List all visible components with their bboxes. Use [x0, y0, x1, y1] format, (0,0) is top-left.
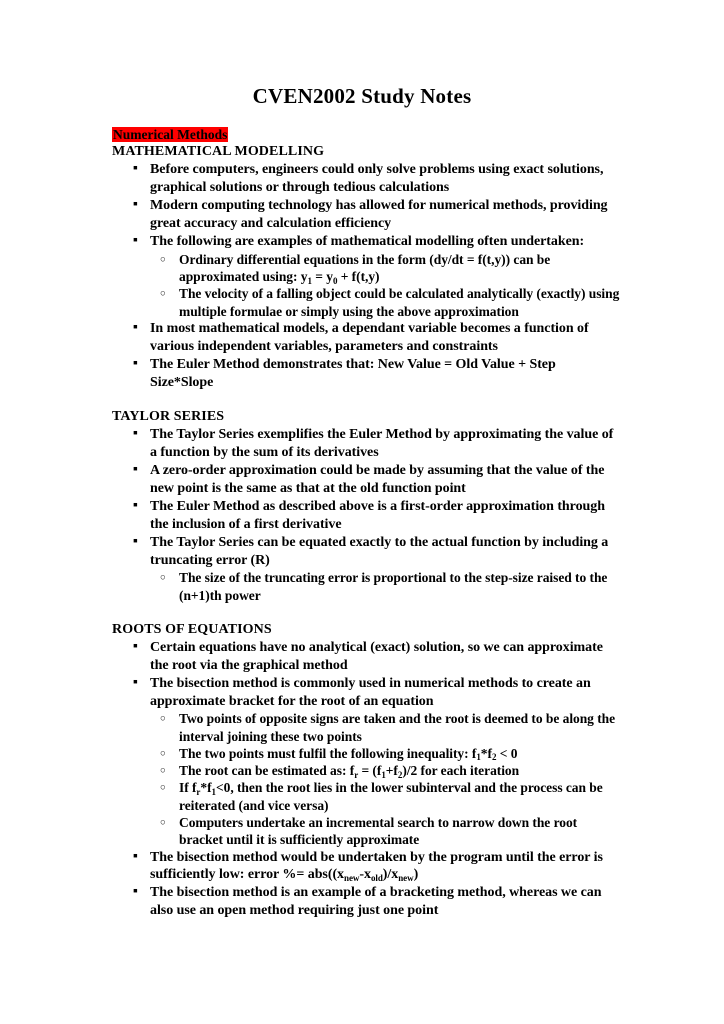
sub-bullet-text [179, 745, 620, 762]
text-run: )/x [382, 867, 399, 883]
sub-bullet-text [179, 285, 620, 320]
text-run: zero-order approximation [162, 463, 317, 479]
bullet-text [150, 534, 620, 570]
text-run: proportional to the step-size raised to the (n+1)th power [179, 570, 608, 603]
text-run: r [354, 769, 359, 780]
bullet-text [150, 639, 620, 675]
text-run: 2 [491, 752, 497, 763]
bullet-list [112, 161, 620, 391]
text-run: through the inclusion of a first derivative [150, 498, 605, 532]
text-run: f [349, 763, 355, 779]
text-run: Modern computing technology has allowed for numerical methods, providing [150, 198, 608, 214]
bullet-item [112, 320, 620, 356]
topic-highlight [112, 126, 620, 143]
bullet-item [112, 675, 620, 849]
text-run: exact solutions, graphical solutions [150, 162, 604, 196]
text-run: A [150, 463, 163, 479]
bullet-item [112, 884, 620, 920]
text-run: is commonly used in numerical methods to create an approximate bracket for the root of an equation [150, 675, 591, 709]
section-spacer [112, 391, 620, 408]
text-run: to narrow down the root bracket until it is sufficiently approximate [179, 815, 578, 848]
document-body [0, 126, 724, 920]
bullet-text [150, 320, 620, 356]
bullet-item [112, 462, 620, 498]
text-run: first-order approximation [400, 498, 554, 514]
bullet-item [112, 639, 620, 675]
text-run: The bisection method would be undertaken by the program until the error is sufficiently low: error %= abs((x [150, 849, 603, 883]
text-run: = (f [358, 763, 382, 779]
page-title: CVEN2002 Study Notes [252, 84, 472, 108]
text-run: Ordinary differential equations in the form (dy/dt = f(t,y)) can be approximated using: [179, 251, 551, 284]
text-run: , whereas we can also use an [150, 885, 602, 919]
bullet-item [112, 849, 620, 885]
text-run: or through tedious calculations [262, 180, 450, 196]
text-run: requiring just one point [294, 903, 439, 919]
text-run: The bisection method is an example of a [150, 885, 390, 901]
text-run: r [196, 786, 201, 797]
text-run: New Value = Old Value + Step Size*Slope [150, 356, 556, 390]
text-run: Certain equations have no analytical (exact) solution, so we can approximate the root via the graphical method [150, 639, 603, 673]
text-run: The two points must fulfil the following inequality: [179, 745, 472, 761]
sub-bullet-item [150, 710, 620, 745]
text-run: 1 [381, 769, 386, 780]
sub-bullet-text [179, 710, 620, 745]
text-run: The Taylor Series can be equated exactly to the actual function by including a [150, 534, 609, 550]
bullet-item [112, 197, 620, 233]
bullet-text [150, 426, 620, 462]
bullet-item [112, 161, 620, 197]
text-run: = y [311, 269, 333, 284]
bullet-text [150, 462, 620, 498]
sub-bullet-item [150, 814, 620, 849]
text-run: The following are examples of mathematical modelling often undertaken: [150, 233, 585, 249]
text-run: open method [217, 903, 295, 919]
sub-bullet-item [150, 779, 620, 814]
text-run: The [150, 356, 177, 372]
text-run: 1 [476, 752, 481, 763]
text-run: The [150, 675, 177, 691]
sub-bullet-item [150, 285, 620, 320]
text-run: ) [413, 867, 419, 883]
text-run: *f [480, 745, 492, 761]
highlight-label: Numerical Methods [113, 127, 228, 143]
text-run: 2 [397, 769, 403, 780]
bullet-item [112, 426, 620, 462]
text-run: could be made by assuming that the value of the new point is the same as that at the old function point [150, 463, 605, 496]
text-run: The velocity of a falling object could be calculated analytically (exactly) using multiple formulae or simply using the above approximation [179, 286, 620, 319]
text-run: y [300, 269, 308, 284]
bullet-text [150, 675, 620, 711]
text-run: new [398, 872, 414, 883]
text-run: Computers undertake an [179, 815, 326, 831]
section-spacer [112, 604, 620, 621]
bullet-text [150, 356, 620, 392]
text-run: great accuracy and calculation efficiency [150, 215, 392, 231]
text-run: demonstrates that: [259, 356, 378, 372]
sub-bullet-list [150, 710, 620, 848]
text-run: Euler Method [176, 356, 260, 372]
text-run: *f [200, 780, 212, 796]
text-run: bracketing method [389, 885, 503, 901]
text-run: The size of the truncating error is [179, 570, 374, 586]
bullet-text [150, 233, 620, 251]
bullet-text [150, 498, 620, 534]
bullet-item [112, 233, 620, 320]
text-run: f [471, 745, 477, 761]
text-run: incremental search [325, 815, 435, 831]
text-run: + f(t,y) [337, 269, 380, 284]
bullet-item [112, 356, 620, 392]
text-run: The root can be estimated as: [179, 763, 350, 779]
text-run: old [370, 872, 383, 883]
sub-bullet-item [150, 251, 620, 286]
bullet-text [150, 161, 620, 197]
section-heading: MATHEMATICAL MODELLING [112, 144, 325, 160]
text-run: +f [385, 763, 398, 779]
bullet-item [112, 534, 620, 604]
sub-bullet-text [179, 762, 620, 779]
sub-bullet-text [179, 569, 620, 604]
bullet-text [150, 197, 620, 233]
bullet-text [150, 849, 620, 885]
text-run: Before computers, engineers could only solve problems using [150, 162, 514, 178]
text-run: <0, then the root lies in the lower subinterval and the process can be reiterated (and vice versa) [179, 780, 603, 813]
sub-bullet-item [150, 569, 620, 604]
text-run: 1 [211, 786, 216, 797]
sub-bullet-text [179, 814, 620, 849]
text-run: )/2 for each iteration [402, 763, 520, 779]
text-run: The Taylor Series exemplifies the Euler Method by approximating the value of a function by the sum of its derivatives [150, 427, 614, 461]
text-run: 1 [307, 275, 312, 286]
section-heading: TAYLOR SERIES [112, 409, 225, 425]
section-heading: ROOTS OF EQUATIONS [112, 622, 272, 637]
text-run: bisection method [176, 675, 278, 691]
sub-bullet-list [150, 251, 620, 320]
text-run: -x [359, 867, 371, 883]
text-run: Two points of opposite signs are taken and the root is deemed to be along the interval joining these two points [179, 711, 616, 744]
bullet-list [112, 639, 620, 920]
bullet-item [112, 498, 620, 534]
text-run: If f [179, 780, 197, 796]
bullet-list [112, 426, 620, 604]
sections-container [112, 143, 620, 920]
text-run: truncating error (R) [150, 552, 270, 568]
sub-bullet-item [150, 762, 620, 779]
text-run: The Euler Method as described above is a [150, 498, 401, 514]
text-run: 0 [332, 275, 338, 286]
text-run: new [344, 872, 360, 883]
sub-bullet-text [179, 779, 620, 814]
sub-bullet-text [179, 251, 620, 286]
sub-bullet-list [150, 569, 620, 604]
text-run: In most mathematical models, a dependant variable becomes a function of various independent variables, parameters and constraints [150, 320, 589, 354]
sub-bullet-item [150, 745, 620, 762]
bullet-text [150, 884, 620, 920]
text-run: < 0 [496, 745, 518, 761]
